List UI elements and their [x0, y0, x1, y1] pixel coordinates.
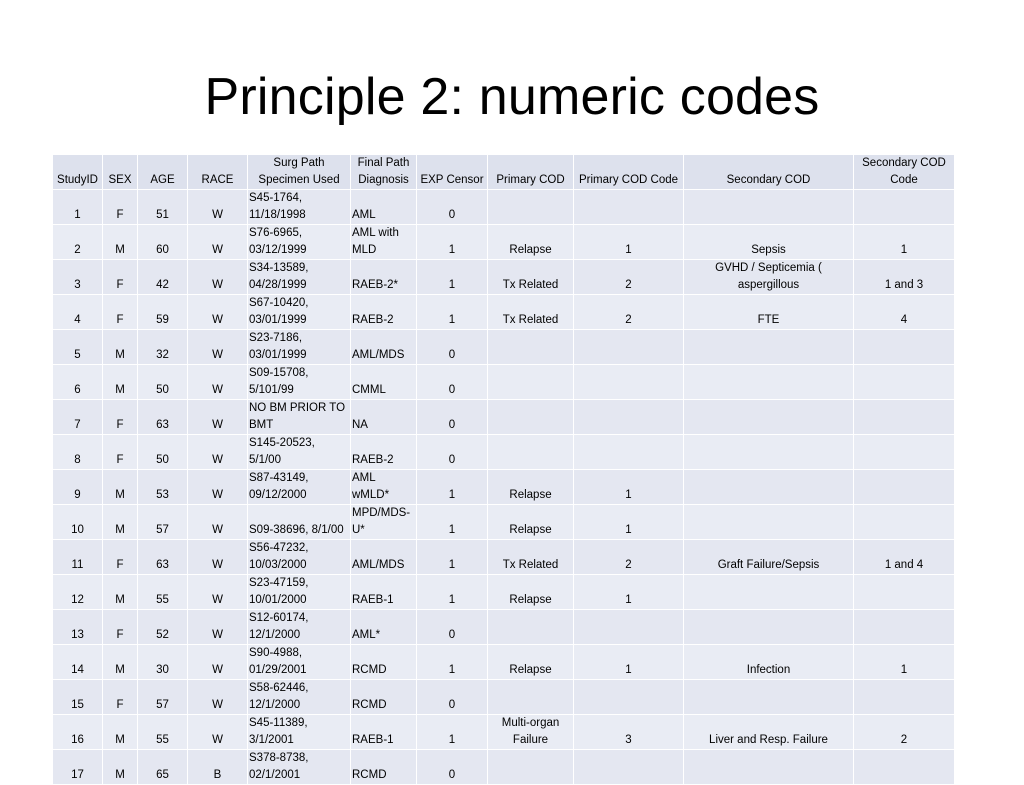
cell-race: W	[188, 190, 248, 225]
cell-final-path: RAEB-2*	[351, 260, 417, 295]
cell-primary-cod-code: 1	[574, 470, 684, 505]
cell-primary-cod: Multi-organ Failure	[488, 715, 574, 750]
table-row	[53, 610, 955, 645]
cell-secondary-cod	[684, 400, 854, 435]
cell-primary-cod-code: 1	[574, 575, 684, 610]
cell-race: W	[188, 645, 248, 680]
header-primary-cod-code: Primary COD Code	[574, 155, 684, 190]
cell-race: W	[188, 295, 248, 330]
header-secondary-cod: Secondary COD	[684, 155, 854, 190]
cell-secondary-cod-code	[854, 680, 955, 715]
cell-final-path: CMML	[351, 365, 417, 400]
cell-primary-cod-code: 3	[574, 715, 684, 750]
header-final-path: Final Path Diagnosis	[351, 155, 417, 190]
cell-sex: M	[103, 470, 138, 505]
header-race: RACE	[188, 155, 248, 190]
cell-primary-cod: Relapse	[488, 225, 574, 260]
cell-primary-cod-code	[574, 365, 684, 400]
cell-primary-cod: Relapse	[488, 645, 574, 680]
cell-secondary-cod	[684, 610, 854, 645]
cell-race: W	[188, 225, 248, 260]
cell-surg-path: S09-38696, 8/1/00	[248, 505, 351, 540]
header-primary-cod: Primary COD	[488, 155, 574, 190]
cell-exp-censor: 1	[417, 715, 488, 750]
cell-final-path: RAEB-1	[351, 715, 417, 750]
cell-age: 55	[138, 715, 188, 750]
cell-age: 55	[138, 575, 188, 610]
cell-final-path: NA	[351, 400, 417, 435]
cell-age: 57	[138, 505, 188, 540]
cell-final-path: AML wMLD*	[351, 470, 417, 505]
cell-exp-censor: 0	[417, 190, 488, 225]
cell-secondary-cod	[684, 750, 854, 785]
cell-race: B	[188, 750, 248, 785]
cell-surg-path: S58-62446, 12/1/2000	[248, 680, 351, 715]
cell-final-path: RAEB-2	[351, 295, 417, 330]
cell-surg-path: S378-8738, 02/1/2001	[248, 750, 351, 785]
cell-secondary-cod-code: 4	[854, 295, 955, 330]
cell-sex: M	[103, 750, 138, 785]
cell-surg-path: S45-11389, 3/1/2001	[248, 715, 351, 750]
cell-sex: F	[103, 540, 138, 575]
cell-race: W	[188, 365, 248, 400]
cell-surg-path: S145-20523, 5/1/00	[248, 435, 351, 470]
cell-secondary-cod	[684, 505, 854, 540]
cell-race: W	[188, 400, 248, 435]
table-row	[53, 330, 955, 365]
table-row	[53, 435, 955, 470]
data-table	[52, 154, 955, 785]
table-row	[53, 575, 955, 610]
table-row	[53, 540, 955, 575]
cell-final-path: RCMD	[351, 680, 417, 715]
table-row	[53, 225, 955, 260]
cell-surg-path: S12-60174, 12/1/2000	[248, 610, 351, 645]
cell-studyid: 6	[53, 365, 103, 400]
header-surg-path: Surg Path Specimen Used	[248, 155, 351, 190]
cell-studyid: 15	[53, 680, 103, 715]
cell-race: W	[188, 260, 248, 295]
cell-race: W	[188, 575, 248, 610]
cell-final-path: RCMD	[351, 645, 417, 680]
table-row	[53, 715, 955, 750]
cell-primary-cod: Tx Related	[488, 260, 574, 295]
cell-primary-cod: Relapse	[488, 575, 574, 610]
cell-primary-cod	[488, 750, 574, 785]
cell-studyid: 1	[53, 190, 103, 225]
cell-age: 30	[138, 645, 188, 680]
cell-sex: M	[103, 505, 138, 540]
cell-studyid: 14	[53, 645, 103, 680]
cell-primary-cod-code: 2	[574, 295, 684, 330]
cell-secondary-cod: Graft Failure/Sepsis	[684, 540, 854, 575]
cell-secondary-cod-code: 1 and 3	[854, 260, 955, 295]
cell-race: W	[188, 680, 248, 715]
cell-secondary-cod	[684, 365, 854, 400]
cell-exp-censor: 1	[417, 540, 488, 575]
cell-exp-censor: 0	[417, 435, 488, 470]
table-row	[53, 295, 955, 330]
cell-secondary-cod-code	[854, 470, 955, 505]
cell-race: W	[188, 470, 248, 505]
cell-primary-cod-code: 1	[574, 505, 684, 540]
cell-race: W	[188, 505, 248, 540]
cell-age: 63	[138, 400, 188, 435]
cell-primary-cod-code	[574, 330, 684, 365]
cell-surg-path: S56-47232, 10/03/2000	[248, 540, 351, 575]
cell-sex: M	[103, 365, 138, 400]
cell-secondary-cod: Infection	[684, 645, 854, 680]
cell-sex: M	[103, 645, 138, 680]
header-secondary-cod-code: Secondary COD Code	[854, 155, 955, 190]
slide-title: Principle 2: numeric codes	[204, 68, 820, 126]
cell-secondary-cod: Sepsis	[684, 225, 854, 260]
cell-secondary-cod-code	[854, 750, 955, 785]
cell-sex: M	[103, 715, 138, 750]
cell-secondary-cod-code: 1	[854, 645, 955, 680]
cell-studyid: 5	[53, 330, 103, 365]
cell-final-path: RAEB-1	[351, 575, 417, 610]
cell-sex: M	[103, 330, 138, 365]
cell-secondary-cod: Liver and Resp. Failure	[684, 715, 854, 750]
cell-final-path: AML with MLD	[351, 225, 417, 260]
table-row	[53, 680, 955, 715]
cell-studyid: 13	[53, 610, 103, 645]
cell-exp-censor: 1	[417, 260, 488, 295]
table-row	[53, 365, 955, 400]
cell-primary-cod-code	[574, 610, 684, 645]
header-exp-censor: EXP Censor	[417, 155, 488, 190]
cell-primary-cod: Tx Related	[488, 540, 574, 575]
cell-studyid: 11	[53, 540, 103, 575]
cell-primary-cod	[488, 400, 574, 435]
cell-exp-censor: 0	[417, 680, 488, 715]
cell-secondary-cod	[684, 680, 854, 715]
table-row	[53, 190, 955, 225]
cell-primary-cod: Tx Related	[488, 295, 574, 330]
table-row	[53, 260, 955, 295]
cell-studyid: 16	[53, 715, 103, 750]
cell-primary-cod-code	[574, 680, 684, 715]
cell-secondary-cod-code	[854, 330, 955, 365]
cell-surg-path: S34-13589, 04/28/1999	[248, 260, 351, 295]
cell-secondary-cod-code	[854, 575, 955, 610]
cell-secondary-cod	[684, 330, 854, 365]
table-row	[53, 400, 955, 435]
cell-secondary-cod-code: 1 and 4	[854, 540, 955, 575]
cell-exp-censor: 0	[417, 330, 488, 365]
cell-age: 50	[138, 435, 188, 470]
cell-secondary-cod-code	[854, 610, 955, 645]
cell-race: W	[188, 540, 248, 575]
cell-final-path: AML*	[351, 610, 417, 645]
cell-primary-cod-code: 2	[574, 260, 684, 295]
cell-studyid: 12	[53, 575, 103, 610]
cell-surg-path: S45-1764, 11/18/1998	[248, 190, 351, 225]
cell-secondary-cod	[684, 470, 854, 505]
cell-surg-path: S09-15708, 5/101/99	[248, 365, 351, 400]
cell-sex: F	[103, 190, 138, 225]
table-row	[53, 505, 955, 540]
cell-age: 32	[138, 330, 188, 365]
cell-studyid: 2	[53, 225, 103, 260]
cell-sex: F	[103, 610, 138, 645]
cell-race: W	[188, 610, 248, 645]
cell-final-path: RAEB-2	[351, 435, 417, 470]
cell-secondary-cod-code: 2	[854, 715, 955, 750]
cell-primary-cod-code	[574, 190, 684, 225]
cell-surg-path: S76-6965, 03/12/1999	[248, 225, 351, 260]
cell-sex: M	[103, 225, 138, 260]
cell-race: W	[188, 435, 248, 470]
cell-studyid: 3	[53, 260, 103, 295]
cell-secondary-cod	[684, 575, 854, 610]
cell-secondary-cod	[684, 435, 854, 470]
cell-secondary-cod-code	[854, 365, 955, 400]
table-row	[53, 750, 955, 785]
cell-primary-cod	[488, 435, 574, 470]
cell-age: 63	[138, 540, 188, 575]
cell-studyid: 4	[53, 295, 103, 330]
cell-surg-path: S67-10420, 03/01/1999	[248, 295, 351, 330]
cell-secondary-cod-code: 1	[854, 225, 955, 260]
cell-age: 60	[138, 225, 188, 260]
cell-secondary-cod: GVHD / Septicemia ( aspergillous	[684, 260, 854, 295]
cell-race: W	[188, 330, 248, 365]
cell-age: 51	[138, 190, 188, 225]
cell-studyid: 7	[53, 400, 103, 435]
cell-age: 59	[138, 295, 188, 330]
header-sex: SEX	[103, 155, 138, 190]
table-row	[53, 645, 955, 680]
cell-sex: F	[103, 400, 138, 435]
table-row	[53, 470, 955, 505]
cell-surg-path: S23-7186, 03/01/1999	[248, 330, 351, 365]
cell-studyid: 9	[53, 470, 103, 505]
cell-age: 42	[138, 260, 188, 295]
cell-secondary-cod-code	[854, 190, 955, 225]
cell-sex: F	[103, 260, 138, 295]
cell-primary-cod-code	[574, 435, 684, 470]
cell-primary-cod-code: 1	[574, 225, 684, 260]
cell-exp-censor: 1	[417, 575, 488, 610]
cell-exp-censor: 0	[417, 750, 488, 785]
cell-primary-cod	[488, 680, 574, 715]
cell-primary-cod	[488, 330, 574, 365]
cell-primary-cod-code	[574, 400, 684, 435]
cell-surg-path: S23-47159, 10/01/2000	[248, 575, 351, 610]
cell-age: 65	[138, 750, 188, 785]
cell-surg-path: S90-4988, 01/29/2001	[248, 645, 351, 680]
cell-sex: F	[103, 680, 138, 715]
cell-final-path: AML/MDS	[351, 540, 417, 575]
header-age: AGE	[138, 155, 188, 190]
cell-final-path: AML	[351, 190, 417, 225]
cell-studyid: 10	[53, 505, 103, 540]
cell-primary-cod-code: 1	[574, 645, 684, 680]
cell-surg-path: S87-43149, 09/12/2000	[248, 470, 351, 505]
cell-primary-cod-code: 2	[574, 540, 684, 575]
cell-sex: F	[103, 435, 138, 470]
cell-exp-censor: 1	[417, 645, 488, 680]
cell-exp-censor: 1	[417, 505, 488, 540]
cell-age: 53	[138, 470, 188, 505]
cell-final-path: AML/MDS	[351, 330, 417, 365]
cell-primary-cod	[488, 610, 574, 645]
cell-secondary-cod-code	[854, 505, 955, 540]
cell-sex: F	[103, 295, 138, 330]
cell-age: 52	[138, 610, 188, 645]
cell-primary-cod: Relapse	[488, 505, 574, 540]
cell-final-path: MPD/MDS-U*	[351, 505, 417, 540]
cell-race: W	[188, 715, 248, 750]
cell-age: 57	[138, 680, 188, 715]
cell-sex: M	[103, 575, 138, 610]
cell-exp-censor: 1	[417, 470, 488, 505]
cell-exp-censor: 0	[417, 365, 488, 400]
cell-exp-censor: 1	[417, 225, 488, 260]
cell-primary-cod	[488, 365, 574, 400]
cell-surg-path: NO BM PRIOR TO BMT	[248, 400, 351, 435]
cell-studyid: 8	[53, 435, 103, 470]
table-header-row	[53, 155, 955, 190]
cell-exp-censor: 0	[417, 610, 488, 645]
cell-secondary-cod	[684, 190, 854, 225]
header-studyid: StudyID	[53, 155, 103, 190]
table-body	[53, 190, 955, 785]
cell-final-path: RCMD	[351, 750, 417, 785]
cell-studyid: 17	[53, 750, 103, 785]
cell-primary-cod	[488, 190, 574, 225]
cell-secondary-cod-code	[854, 400, 955, 435]
cell-primary-cod: Relapse	[488, 470, 574, 505]
cell-secondary-cod-code	[854, 435, 955, 470]
cell-exp-censor: 0	[417, 400, 488, 435]
cell-exp-censor: 1	[417, 295, 488, 330]
cell-secondary-cod: FTE	[684, 295, 854, 330]
cell-age: 50	[138, 365, 188, 400]
cell-primary-cod-code	[574, 750, 684, 785]
